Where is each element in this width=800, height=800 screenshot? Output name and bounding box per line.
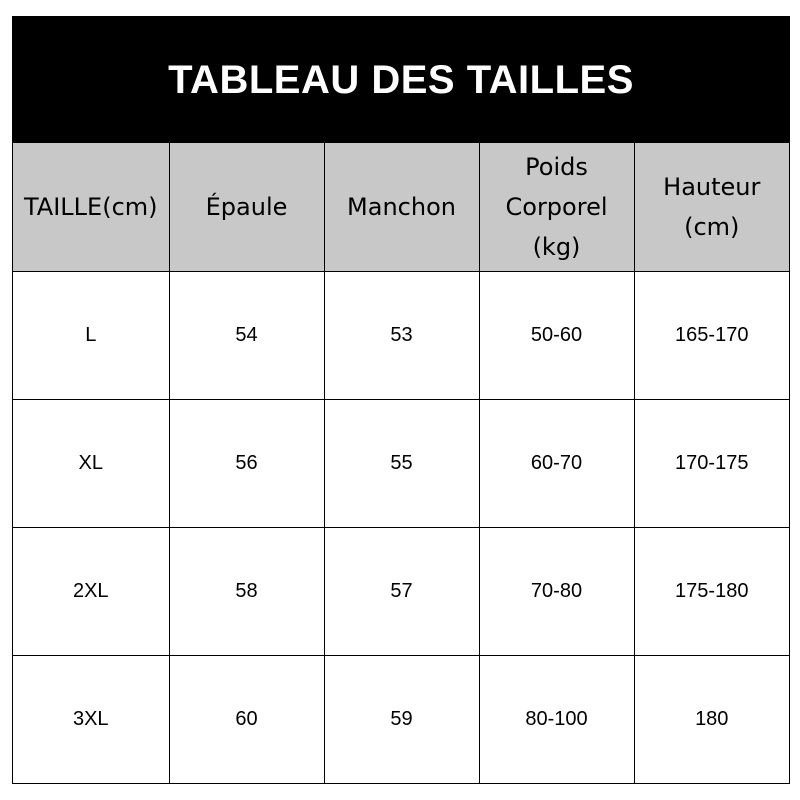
cell-poids: 80-100	[479, 655, 634, 783]
header-line: Poids	[525, 152, 588, 181]
cell-poids: 50-60	[479, 271, 634, 399]
cell-manchon: 55	[324, 399, 479, 527]
cell-taille: L	[13, 271, 169, 399]
table-header-row	[13, 143, 789, 271]
size-table	[13, 143, 789, 783]
cell-manchon: 53	[324, 271, 479, 399]
cell-taille: 3XL	[13, 655, 169, 783]
cell-epaule: 60	[169, 655, 324, 783]
cell-hauteur: 175-180	[634, 527, 789, 655]
table-row-xl	[13, 399, 789, 527]
table-row-l	[13, 271, 789, 399]
cell-taille: XL	[13, 399, 169, 527]
header-line: TAILLE(cm)	[24, 192, 158, 221]
header-line: Corporel	[505, 192, 608, 221]
header-line: (kg)	[532, 232, 581, 261]
cell-epaule: 54	[169, 271, 324, 399]
cell-taille: 2XL	[13, 527, 169, 655]
table-row-2xl	[13, 527, 789, 655]
cell-poids: 60-70	[479, 399, 634, 527]
header-poids	[479, 143, 634, 271]
header-line: Hauteur	[663, 172, 761, 201]
header-taille	[13, 143, 169, 271]
header-line: Épaule	[205, 192, 288, 221]
header-epaule	[169, 143, 324, 271]
header-line: (cm)	[684, 212, 740, 241]
header-line: Manchon	[347, 192, 456, 221]
size-chart	[12, 16, 790, 784]
cell-hauteur: 165-170	[634, 271, 789, 399]
cell-manchon: 57	[324, 527, 479, 655]
cell-epaule: 56	[169, 399, 324, 527]
page-title: TABLEAU DES TAILLES	[168, 57, 634, 102]
header-hauteur	[634, 143, 789, 271]
title-bar	[13, 17, 789, 143]
cell-hauteur: 180	[634, 655, 789, 783]
cell-manchon: 59	[324, 655, 479, 783]
cell-poids: 70-80	[479, 527, 634, 655]
cell-epaule: 58	[169, 527, 324, 655]
header-manchon	[324, 143, 479, 271]
cell-hauteur: 170-175	[634, 399, 789, 527]
table-row-3xl	[13, 655, 789, 783]
